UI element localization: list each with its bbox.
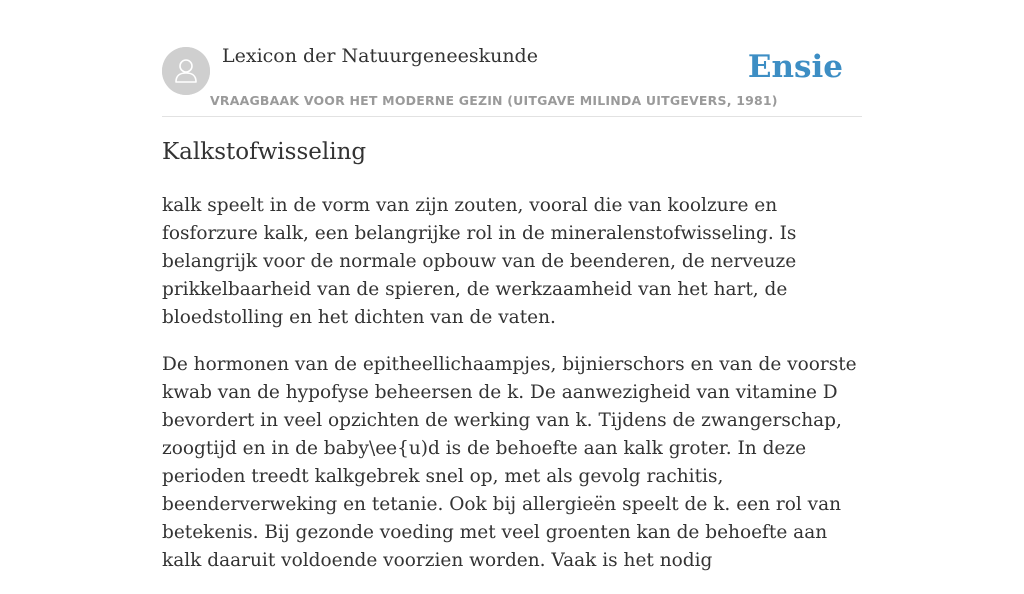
article-paragraph: De hormonen van de epitheellichaampjes, bijnierschors en van de voorste kwab van de hypofyse beheersen de k. De aanwezigheid van vitamine D bevordert in veel opzichten de werking van k. Tijdens de zwangerschap, zoogtijd en in de baby\ee{u)d is de behoefte aan kalk groter. In deze perioden treedt kalkgebrek snel op, met als gevolg rachitis, beenderverweking en tetanie. Ook bij allergieën speelt de k. een rol van betekenis. Bij gezonde voeding met veel groenten kan de behoefte aan kalk daaruit voldoende voorzien worden. Vaak is het nodig <box>162 354 857 571</box>
source-header <box>162 0 862 117</box>
ensie-logo-link[interactable]: Ensie <box>747 49 843 85</box>
article-paragraph: kalk speelt in de vorm van zijn zouten, vooral die van koolzure en fosforzure kalk, een belangrijke rol in de mineralenstofwisseling. Is belangrijk voor de normale opbouw van de beenderen, de nerveuze prikkelbaarheid van de spieren, de werkzaamheid van het hart, de bloedstolling en het dichten van de vaten. <box>162 195 797 328</box>
article-body <box>162 192 866 594</box>
source-title[interactable]: Lexicon der Natuurgeneeskunde <box>222 45 538 67</box>
user-avatar-icon[interactable] <box>162 47 210 95</box>
article-title: Kalkstofwisseling <box>162 139 367 165</box>
source-subtitle: VRAAGBAAK VOOR HET MODERNE GEZIN (UITGAVE MILINDA UITGEVERS, 1981) <box>210 93 778 108</box>
